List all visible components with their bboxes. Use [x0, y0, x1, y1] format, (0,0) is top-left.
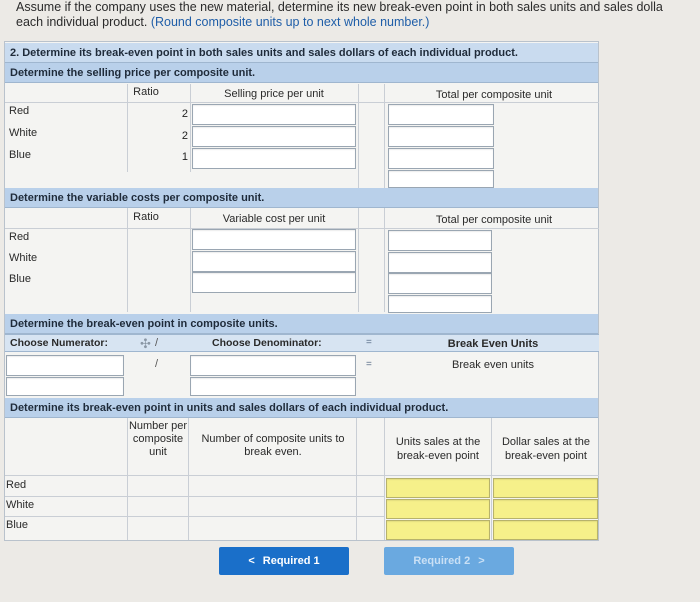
numerator-select[interactable]	[6, 355, 124, 376]
units-sales-blue-input[interactable]	[386, 520, 490, 540]
chevron-left-icon: <	[248, 555, 255, 567]
selling-col-price: Selling price per unit	[224, 88, 324, 100]
col-number-per-composite: Number per composite unit	[128, 420, 188, 458]
variable-cost-red-input[interactable]	[192, 229, 356, 250]
selling-total-sum-input[interactable]	[388, 170, 494, 188]
variable-row-white: White	[9, 252, 38, 264]
denominator-select[interactable]	[190, 355, 356, 376]
chevron-right-icon: >	[478, 555, 485, 567]
variable-col-cost: Variable cost per unit	[222, 213, 326, 225]
selling-col-total: Total per composite unit	[435, 89, 553, 101]
numerator-value-input[interactable]	[6, 377, 124, 396]
question-title: 2. Determine its break-even point in both sales units and sales dollars of each individual product.	[5, 43, 598, 63]
equals-sign: =	[366, 359, 372, 370]
selling-total-blue-input[interactable]	[388, 148, 494, 169]
variable-total-red-input[interactable]	[388, 230, 492, 251]
variable-col-ratio: Ratio	[133, 211, 159, 223]
units-sales-red-input[interactable]	[386, 478, 490, 498]
units-row-white: White	[6, 499, 35, 511]
denominator-value-input[interactable]	[190, 377, 356, 396]
variable-col-total: Total per composite unit	[435, 214, 553, 226]
col-dollar-sales: Dollar sales at the break-even point	[501, 436, 591, 462]
units-row-blue: Blue	[6, 519, 29, 531]
selling-price-title: Determine the selling price per composite unit.	[5, 63, 598, 83]
selling-row-blue: Blue	[9, 149, 32, 161]
required-1-label: Required 1	[262, 555, 320, 567]
dollar-sales-white-input[interactable]	[493, 499, 598, 519]
units-row-red: Red	[6, 479, 27, 491]
operator-slash-header: /	[155, 337, 159, 349]
break-even-units-label: Break even units	[452, 359, 534, 371]
dollar-sales-blue-input[interactable]	[493, 520, 598, 540]
variable-cost-blue-input[interactable]	[192, 272, 356, 293]
instruction-text	[16, 0, 700, 36]
instruction-line-1: Assume if the company uses the new material, determine its new break-even point in both sales units and sales dolla	[16, 0, 663, 14]
selling-ratio-red: 2	[181, 108, 188, 120]
move-cursor-icon: ✣	[140, 336, 151, 351]
denominator-label: Choose Denominator:	[212, 337, 322, 349]
selling-price-blue-input[interactable]	[192, 148, 356, 169]
selling-total-white-input[interactable]	[388, 126, 494, 147]
equals-sign-header: =	[366, 337, 372, 348]
required-2-label: Required 2	[413, 555, 471, 567]
selling-col-ratio: Ratio	[133, 86, 159, 98]
selling-row-white: White	[9, 127, 38, 139]
required-1-button[interactable]	[219, 547, 349, 575]
col-composite-units: Number of composite units to break even.	[201, 433, 345, 458]
break-even-units-header: Break Even Units	[447, 338, 539, 350]
selling-total-red-input[interactable]	[388, 104, 494, 125]
selling-price-white-input[interactable]	[192, 126, 356, 147]
breakeven-title: Determine the break-even point in composite units.	[5, 314, 598, 334]
variable-total-white-input[interactable]	[388, 252, 492, 273]
variable-row-red: Red	[9, 231, 30, 243]
col-units-sales: Units sales at the break-even point	[395, 436, 481, 462]
rounding-note: (Round composite units up to next whole number.)	[150, 15, 430, 29]
units-sales-white-input[interactable]	[386, 499, 490, 519]
units-sales-title: Determine its break-even point in units and sales dollars of each individual product.	[5, 398, 598, 418]
selling-row-red: Red	[9, 105, 30, 117]
instruction-line-2: each individual product.	[16, 15, 151, 29]
variable-total-sum-input[interactable]	[388, 295, 492, 313]
selling-ratio-white: 2	[181, 130, 188, 142]
variable-total-blue-input[interactable]	[388, 273, 492, 294]
variable-row-blue: Blue	[9, 273, 32, 285]
selling-ratio-blue: 1	[181, 151, 188, 163]
operator-slash: /	[155, 358, 159, 370]
selling-price-red-input[interactable]	[192, 104, 356, 125]
variable-cost-white-input[interactable]	[192, 251, 356, 272]
numerator-label: Choose Numerator:	[10, 337, 109, 349]
required-2-button[interactable]	[384, 547, 514, 575]
variable-cost-title: Determine the variable costs per composite unit.	[5, 188, 598, 208]
dollar-sales-red-input[interactable]	[493, 478, 598, 498]
